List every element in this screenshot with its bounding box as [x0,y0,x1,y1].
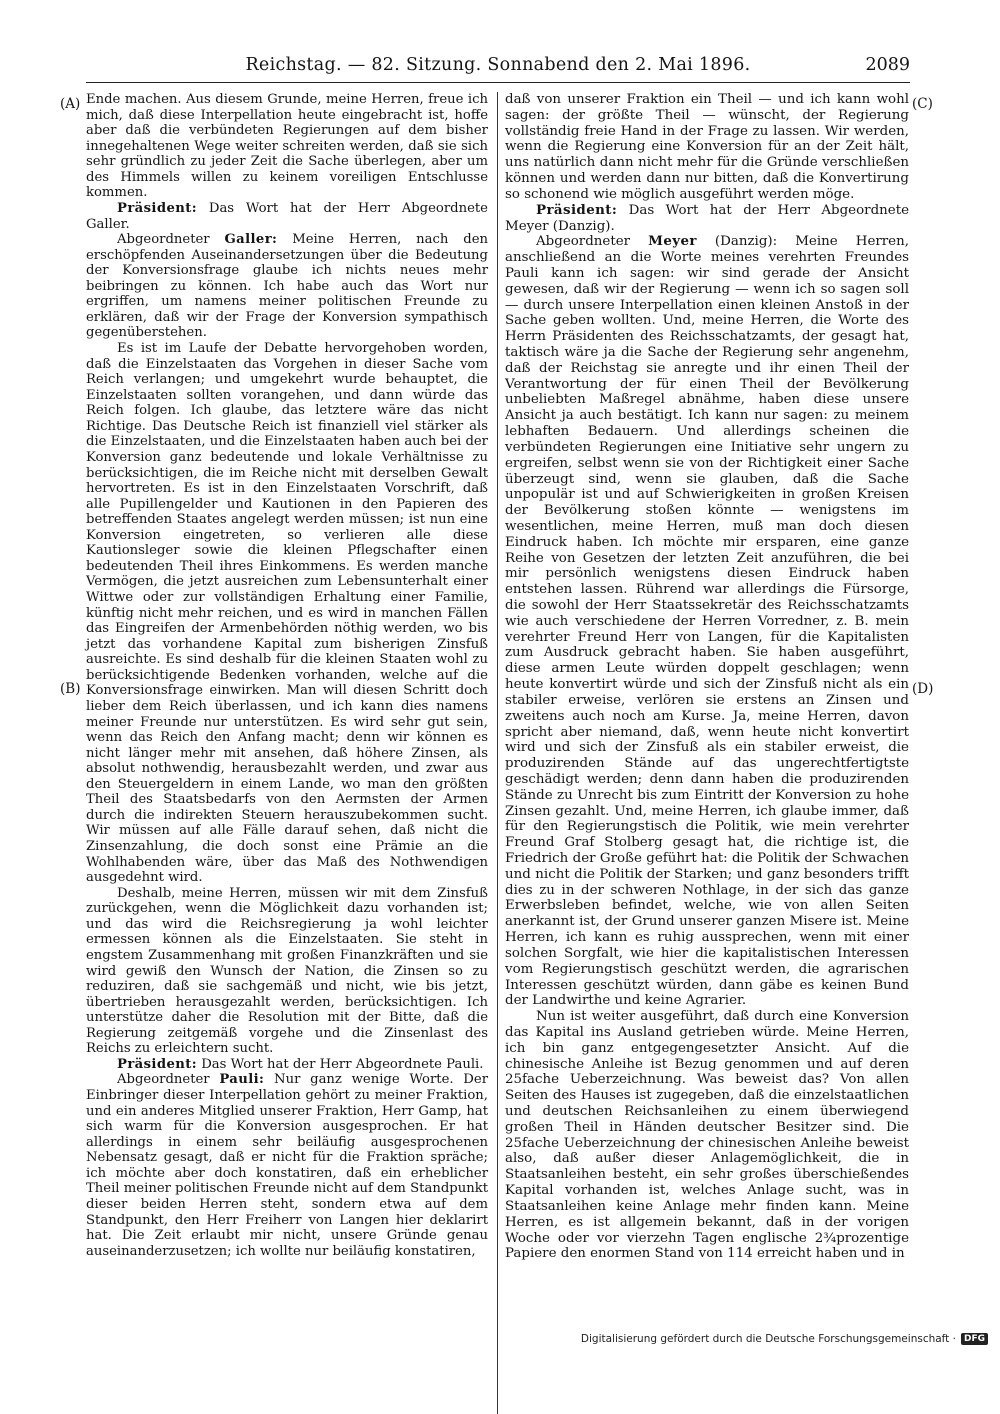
speaker-name: Präsident: [117,1056,198,1072]
speaker-name: Pauli: [219,1072,265,1088]
paragraph-text: (Danzig): Meine Herren, anschließend an die Worte meines verehrten Freundes Pauli kann ich sagen: wir sind gerade der Ansicht gewesen, daß wir der Regierung — wenn ich so sagen soll — durch unsere Interpellation einen kleinen Anstoß in der Sache geben wollten. Und, meine Herren, die Worte des Herrn Präsidenten des Reichsschatzamts, der gesagt hat, taktisch wäre ja die Sache der Regierung sehr angenehm, daß der Reichstag sie anregte und ihr einen Theil der Verantwortung der für einen Theil der Bevölkerung unbeliebten Maßregel abnähme, haben diese unsere Ansicht ja auch bestätigt. Ich kann nur sagen: zu meinem lebhaften Bedauern. Und allerdings scheinen die verbündeten Regierungen eine Initiative sehr ungern zu ergreifen, selbst wenn sie von der Richtigkeit einer Sache überzeugt sind, wenn sie glauben, daß die Sache unpopulär ist und auf Schwierigkeiten in großen Kreisen der Bevölkerung stoßen könnte — wenigstens im wesentlichen, meine Herren, muß man doch diesen Eindruck haben. Ich möchte mir ersparen, eine ganze Reihe von Gesetzen der letzten Zeit anzuführen, die bei mir persönlich wenigstens diesen Eindruck haben entstehen lassen. Rührend war allerdings die Fürsorge, die sowohl der Herr Staatssekretär des Reichsschatzamts wie auch verschiedene der Herren Vorredner, z. B. mein verehrter Freund Herr von Langen, für die Kapitalisten zum Ausdruck gebracht haben. Sie haben ausgeführt, diese armen Leute würden doppelt geschlagen; wenn heute konvertirt würde und sich der Zinsfuß nicht als ein stabiler erweise, verlören sie erstens an Zinsen und zweitens auch noch am Kurse. Ja, meine Herren, davon spricht aber niemand, daß, wenn heute nicht konvertirt wird und sich der Zinsfuß als ein stabiler erweist, die produzirenden Stände auf das ungerechtfertigtste geschädigt werden; denn dann haben die produzirenden Stände zu Unrecht bis zum Eintritt der Konversion zu hohe Zinsen gezahlt. Und, meine Herren, ich glaube immer, daß für den Regierungstisch die Politik, wie mein verehrter Freund Graf Stolberg gesagt hat, die richtige ist, die Friedrich der Große geführt hat: die Politik der Schwachen und nicht die Politik der Starken; und ganz besonders trifft dies zu in der schweren Nothlage, in der sich das ganze Erwerbsleben befindet, welche, wie von allen Seiten anerkannt ist, der Grund unserer ganzen Misere ist. Meine Herren, ich kann es ruhig aussprechen, wenn mit einer solchen Sorgfalt, wie hier die kapitalistischen Interessen vom Regierungstisch geschützt werden, die agrarischen Interessen geschützt würden, dann gäbe es keinen Bund der Landwirthe und keine Agrarier. [505,234,909,1009]
paragraph-text: Deshalb, meine Herren, müssen wir mit dem Zinsfuß zurückgehen, wenn die Möglichkeit dazu vorhanden ist; und das wird die Reichsregierung ja wohl leichter ermessen können als die Einzelstaaten. Sie steht in engstem Zusammenhang mit großen Finanzkräften und sie wird gewiß den Wunsch der Nation, die Zinsen so zu reduziren, daß sie sachgemäß und nicht, wie bis jetzt, übertrieben herausgezahlt werden, berücksichtigen. Ich unterstütze daher die Resolution mit der Bitte, daß die Regierung zeitgemäß vorgehe und die Zinsenlast des Reichs zu erleichtern sucht. [86,885,488,1057]
paragraph [86,341,488,886]
paragraph-text: Das Wort hat der Herr Abgeordnete Galler. [86,200,488,232]
paragraph [86,886,488,1057]
paragraph [86,232,488,341]
paragraph [505,1009,909,1262]
speaker-prefix: Abgeordneter [536,234,649,250]
paragraph-text: daß von unserer Fraktion ein Theil — und ich kann wohl sagen: der größte Theil — wünscht, der Regierung vollständig freie Hand in der Frage zu lassen. Wir werden, wenn die Regierung eine Konversion für an der Zeit hält, uns natürlich dann nicht mehr für die Gründe verschließen können und werden dann nur bitten, daß die Konvertirung so schonend wie möglich ausgeführt werden möge. [505,92,909,202]
paragraph-text: Nur ganz wenige Worte. Der Einbringer dieser Interpellation gehört zu meiner Fraktion, und ein anderes Mitglied unserer Fraktion, Herr Gamp, hat sich warm für die Konversion ausgesprochen. Er hat allerdings in einem sehr beiläufig ausgesprochenen Nebensatz gesagt, daß er nicht für die Fraktion spräche; ich möchte aber doch konstatiren, daß ein erheblicher Theil meiner politischen Freunde nicht auf dem Standpunkt dieser beiden Herren steht, sondern etwa auf dem Standpunkt, den Herr Freiherr von Langen hier deklarirt hat. Die Zeit erlaubt mir nicht, unsere Gründe genau auseinanderzusetzen; ich wollte nur beiläufig konstatiren, [86,1072,488,1259]
paragraph-text: Das Wort hat der Herr Abgeordnete Meyer (Danzig). [505,202,909,234]
column-divider [497,92,498,1414]
speaker-name: Präsident: [117,200,198,216]
paragraph-text: Ende machen. Aus diesem Grunde, meine Herren, freue ich mich, daß diese Interpellation heute eingebracht ist, hoffe aber daß die verbündeten Regierungen auf dem bisher innegehaltenen Wege weiter schreiten werden, daß sie sich sehr gründlich zu jeder Zeit die Sache überlegen, aber um des Himmels willen zu keinem voreiligen Entschlusse kommen. [86,92,488,201]
speaker-name: Präsident: [536,201,618,218]
right-column [505,92,909,1262]
paragraph-text: Nun ist weiter ausgeführt, daß durch eine Konversion das Kapital ins Ausland getrieben würde. Meine Herren, ich bin ganz entgegengesetzter Ansicht. Auf die chinesische Anleihe ist Bezug genommen und auf deren 25fache Ueberzeichnung. Was beweist das? Von allen Seiten des Hauses ist zugegeben, daß die einzelstaatlichen und deutschen Reichsanleihen zu einem überwiegend großen Theil in Händen deutscher Besitzer sind. Die 25fache Ueberzeichnung der chinesischen Anleihe beweist also, daß außer dieser Anlagemöglichkeit, die in Staatsanleihen besteht, ein sehr großes überschießendes Kapital vorhanden ist, welches Anlage sucht, was in Staatsanleihen keine Anlage mehr finden kann. Meine Herren, es ist allgemein bekannt, daß in der vorigen Woche oder vor vierzehn Tagen englische 2¾prozentige Papiere den enormen Stand von 114 erreicht haben und in [505,1009,909,1262]
paragraph [86,201,488,232]
paragraph [505,203,909,235]
page-header [86,55,910,81]
paragraph [505,92,909,203]
margin-marker-d: (D) [912,681,934,697]
paragraph [86,1072,488,1259]
paragraph-text: Das Wort hat der Herr Abgeordnete Pauli. [197,1056,484,1072]
paragraph [505,234,909,1009]
paragraph-text: Es ist im Laufe der Debatte hervorgehoben worden, daß die Einzelstaaten das Vorgehen in dieser Sache vom Reich verlangen; und umgekehrt wurde behauptet, die Einzelstaaten sollten vorangehen, und dann würde das Reich folgen. Ich glaube, das letztere wäre das nicht Richtige. Das Deutsche Reich ist finanziell viel stärker als die Einzelstaaten, und die Einzelstaaten haben auch bei der Konversion ganz bedeutende und lokale Verhältnisse zu berücksichtigen, die im Reiche nicht mit derselben Gewalt hervortreten. Es ist in den Einzelstaaten Vorschrift, daß alle Pupillengelder und Kautionen in den Papieren des betreffenden Staates angelegt werden müssen; ist nun eine Konversion eingetreten, so verlieren alle diese Kautionsleger sowie die kleinen Pflegschafter einen bedeutenden Theil ihres Einkommens. Es werden manche Vermögen, die jetzt ausreichen zum Lebensunterhalt einer Wittwe oder zur vollständigen Erhaltung einer Familie, künftig nicht mehr reichen, und es wird in manchen Fällen das Eingreifen der Armenbehörden nöthig werden, wo bis jetzt das vorhandene Kapital zum bisherigen Zinsfuß ausreichte. Es sind deshalb für die kleinen Staaten wohl zu berücksichtigende Bedenken vorhanden, welche auf die Konversionsfrage einwirken. Man will diesen Schritt doch lieber dem Reich überlassen, und ich kann dies namens meiner Freunde nur unterstützen. Es wird sehr gut sein, wenn das Reich den Anfang macht; denn wir können es nicht länger mehr mit ansehen, daß höhere Zinsen, als absolut nothwendig, herausbezahlt werden, und zwar aus den Steuergeldern in einem Lande, wo man den größten Theil des Staatsbedarfs von den Aermsten der Armen durch die indirekten Steuern herauszubekommen sucht. Wir müssen auf alle Fälle darauf sehen, daß nicht die Zinsenzahlung, die doch sonst eine Prämie an die Wohlhabenden wäre, über das Maß des Nothwendigen ausgedehnt wird. [86,341,488,886]
page-number: 2089 [865,55,910,75]
page-title: Reichstag. — 82. Sitzung. Sonnabend den 2. Mai 1896. [245,55,751,75]
dfg-logo: DFG [961,1333,988,1345]
speaker-name: Galler: [224,232,278,248]
paragraph [86,1057,488,1073]
footer-credit: Digitalisierung gefördert durch die Deutsche Forschungsgemeinschaft · [580,1333,956,1345]
page-footer [581,1333,988,1345]
speaker-prefix: Abgeordneter [117,232,225,248]
margin-marker-b: (B) [60,681,81,697]
paragraph-text: Meine Herren, nach den erschöpfenden Auseinandersetzungen über die Bedeutung der Konversionsfrage glaube ich nichts neues mehr beibringen zu können. Ich habe auch das Wort nur ergriffen, um namens meiner politischen Freunde zu erklären, daß wir der Frage der Konversion sympathisch gegenüberstehen. [86,232,489,341]
paragraph [86,92,488,201]
margin-marker-a: (A) [60,96,81,112]
header-rule [86,82,910,83]
speaker-prefix: Abgeordneter [117,1072,220,1088]
left-column [86,92,488,1259]
speaker-name: Meyer [648,233,697,250]
margin-marker-c: (C) [912,96,933,112]
